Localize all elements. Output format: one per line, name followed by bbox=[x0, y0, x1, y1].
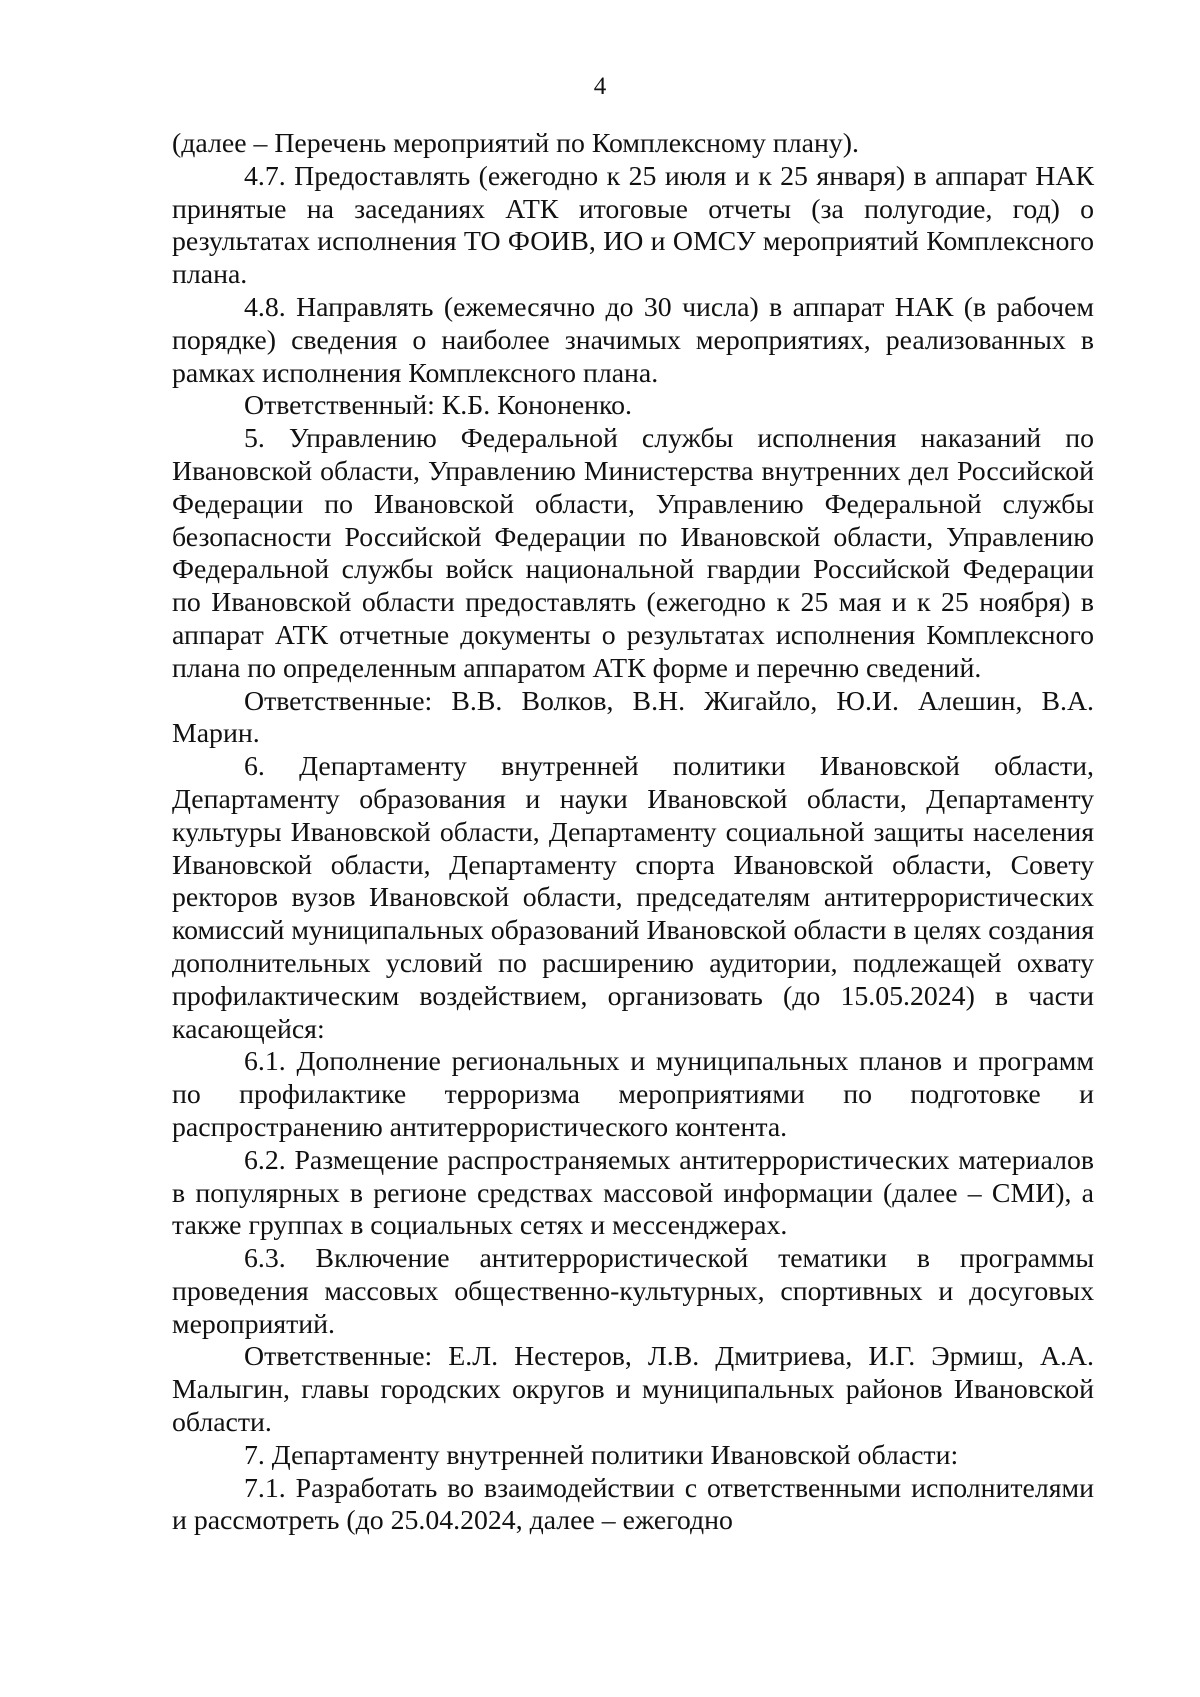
paragraph-6-3: 6.3. Включение антитеррористической тематики в программы проведения массовых общественно-культурных, спортивных и досуговых мероприятий. bbox=[172, 1243, 1094, 1340]
paragraph-4-8: 4.8. Направлять (ежемесячно до 30 числа) в аппарат НАК (в рабочем порядке) сведения о наиболее значимых мероприятиях, реализованных в рамках исполнения Комплексного плана. bbox=[172, 291, 1094, 389]
paragraph-6-1: 6.1. Дополнение региональных и муниципальных планов и программ по профилактике терроризма мероприятиями по подготовке и распространению антитеррористического контента. bbox=[172, 1046, 1094, 1143]
paragraph-7: 7. Департаменту внутренней политики Ивановской области: bbox=[244, 1439, 959, 1471]
page-number: 4 bbox=[593, 73, 607, 100]
paragraph-4-7: 4.7. Предоставлять (ежегодно к 25 июля и к 25 января) в аппарат НАК принятые на заседаниях АТК итоговые отчеты (за полугодие, год) о результатах исполнения ТО ФОИВ, ИО и ОМСУ мероприятий Комплексного плана. bbox=[172, 160, 1094, 291]
paragraph-5: 5. Управлению Федеральной службы исполнения наказаний по Ивановской области, Управлению Министерства внутренних дел Российской Федерации по Ивановской области, Управлению Федеральной службы безопасности Российской Федерации по Ивановской области, Управлению Федеральной службы войск национальной гвардии Российской Федерации по Ивановской области предоставлять (ежегодно к 25 мая и к 25 ноября) в аппарат АТК отчетные документы о результатах исполнения Комплексного плана по определенным аппаратом АТК форме и перечню сведений. bbox=[172, 423, 1094, 684]
paragraph-responsible-5: Ответственные: В.В. Волков, В.Н. Жигайло, Ю.И. Алешин, В.А. Марин. bbox=[172, 685, 1094, 750]
paragraph-responsible-4: Ответственный: К.Б. Кононенко. bbox=[244, 390, 632, 422]
paragraph-6-2: 6.2. Размещение распространяемых антитеррористических материалов в популярных в регионе средствах массовой информации (далее – СМИ), а также группах в социальных сетях и мессенджерах. bbox=[172, 1144, 1094, 1242]
document-body bbox=[172, 128, 1094, 1538]
paragraph-7-1: 7.1. Разработать во взаимодействии с ответственными исполнителями и рассмотреть (до 25.04.2024, далее – ежегодно bbox=[172, 1472, 1094, 1537]
paragraph-6: 6. Департаменту внутренней политики Ивановской области, Департаменту образования и науки Ивановской области, Департаменту культуры Ивановской области, Департаменту социальной защиты населения Ивановской области, Департаменту спорта Ивановской области, Совету ректоров вузов Ивановской области, председателям антитеррористических комиссий муниципальных образований Ивановской области в целях создания дополнительных условий по расширению аудитории, подлежащей охвату профилактическим воздействием, организовать (до 15.05.2024) в части касающейся: bbox=[172, 751, 1094, 1045]
paragraph-continuation: (далее – Перечень мероприятий по Комплексному плану). bbox=[172, 128, 859, 159]
paragraph-responsible-6: Ответственные: Е.Л. Нестеров, Л.В. Дмитриева, И.Г. Эрмиш, А.А. Малыгин, главы городских округов и муниципальных районов Ивановской области. bbox=[172, 1341, 1094, 1439]
